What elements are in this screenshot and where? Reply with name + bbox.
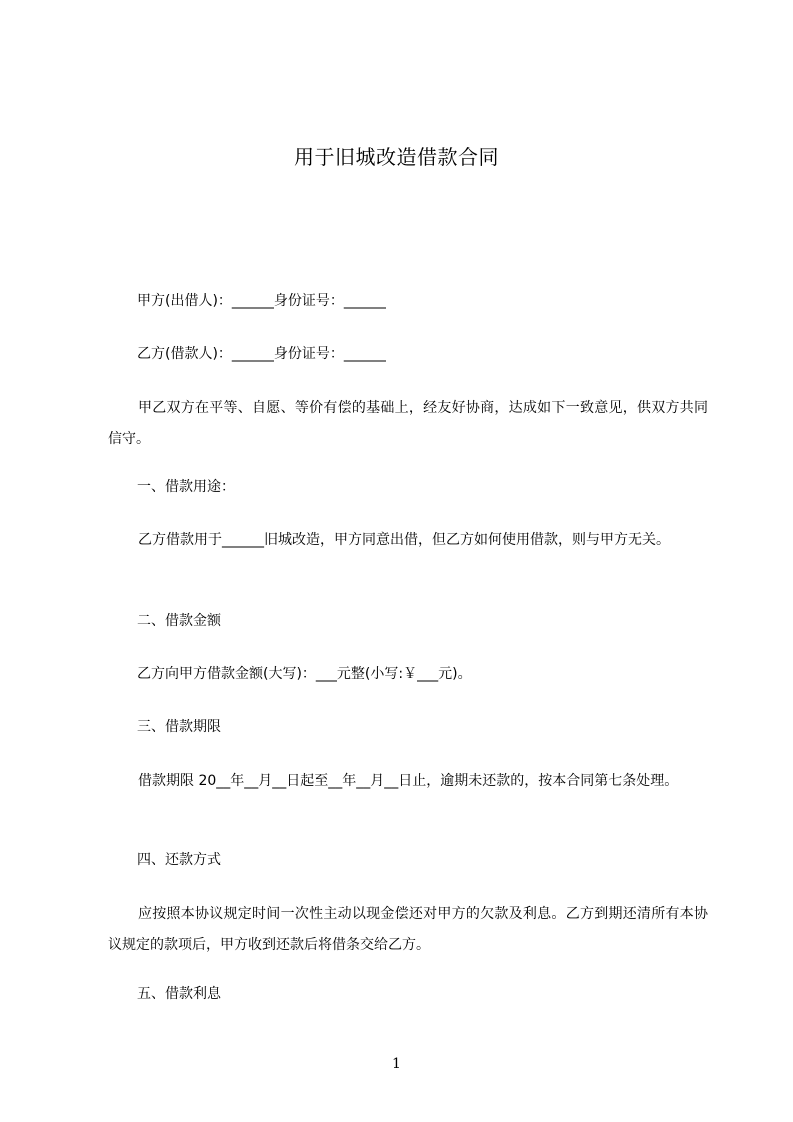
document-title: 用于旧城改造借款合同 (294, 145, 499, 169)
intro-paragraph: 甲乙双方在平等、自愿、等价有偿的基础上，经友好协商，达成如下一致意见，供双方共同信守。 (108, 400, 708, 447)
section-body: 借款期限 20__年__月__日起至__年__月__日止，逾期未还款的，按本合同第七条处理。 (138, 773, 679, 789)
party-a-line: 甲方(出借人)：______身份证号：______ (137, 293, 386, 309)
section-body: 应按照本协议规定时间一次性主动以现金偿还对甲方的欠款及利息。乙方到期还清所有本协议规定的款项后，甲方收到还款后将借条交给乙方。 (108, 906, 708, 953)
section-body: 乙方向甲方借款金额(大写)：___元整(小写:￥___元)。 (137, 666, 472, 682)
section-heading: 二、借款金额 (137, 613, 221, 629)
section-heading: 三、借款期限 (137, 719, 221, 735)
section-body: 乙方借款用于______旧城改造，甲方同意出借，但乙方如何使用借款，则与甲方无关。 (138, 532, 670, 548)
party-b-line: 乙方(借款人)：______身份证号：______ (137, 346, 386, 362)
section-heading: 四、还款方式 (137, 852, 221, 868)
section-heading: 一、借款用途： (137, 479, 235, 495)
section-heading: 五、借款利息 (137, 986, 221, 1002)
page-number: 1 (392, 1056, 401, 1072)
